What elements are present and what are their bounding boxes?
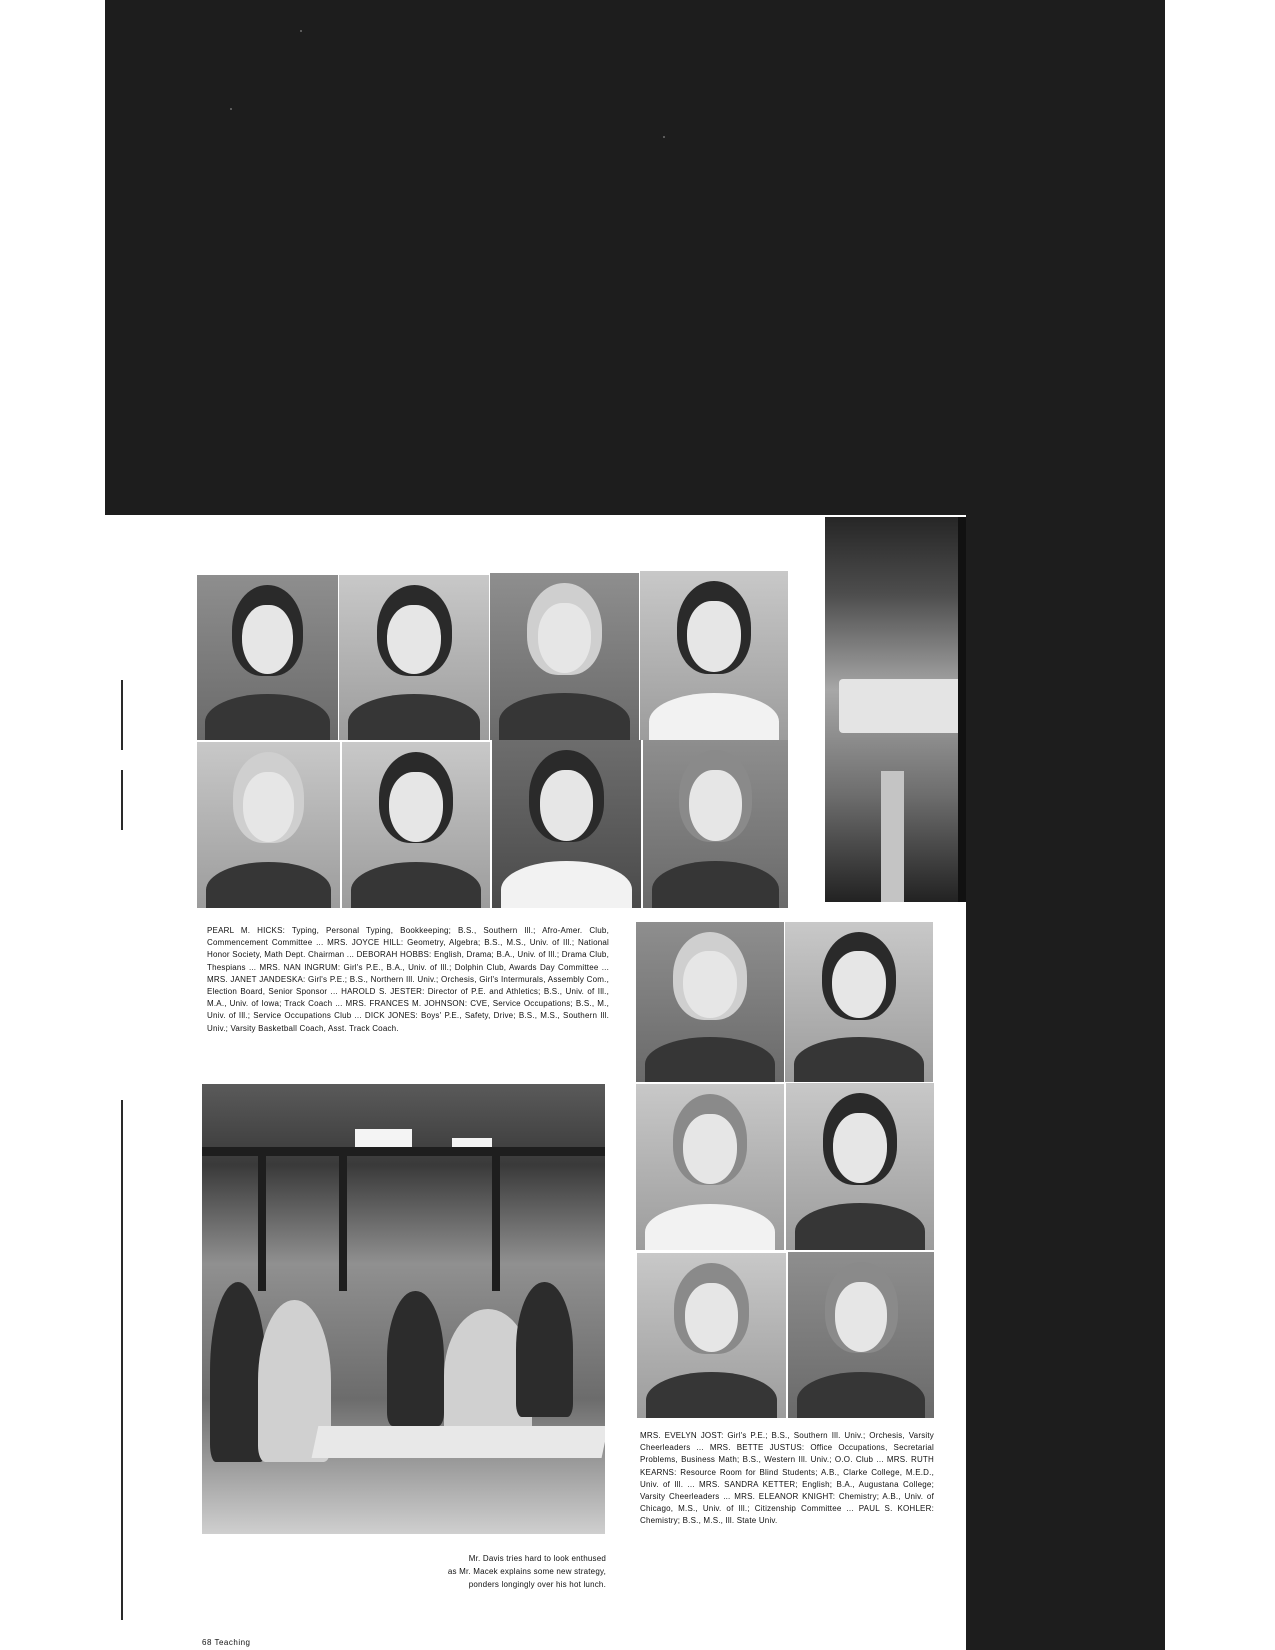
scan-speck xyxy=(300,30,302,32)
portrait-hobbs xyxy=(490,573,639,740)
faculty-caption-bottom: MRS. EVELYN JOST: Girl's P.E.; B.S., Southern Ill. Univ.; Orchesis, Varsity Cheerleaders ... MRS. BETTE JUSTUS: Office Occupations, Secretarial Problems, Business Math; B.S., Western Ill. Univ.; O.O. Club ... MRS. RUTH KEARNS: Resource Room for Blind Students; A.B., Clarke College, M.E.D., Univ. of Ill. ... MRS. SANDRA KETTER; English; B.A., Augustana College; Varsity Cheerleaders ... MRS. ELEANOR KNIGHT: Chemistry; A.B., Univ. of Chicago, M.S., Univ. of Ill.; Citizenship Committee ... PAUL S. KOHLER: Chemistry; B.S., M.S., Ill. State Univ. xyxy=(640,1431,934,1526)
portrait-ingrum xyxy=(640,571,788,740)
caption-line-3: ponders longingly over his hot lunch. xyxy=(468,1580,606,1589)
margin-line xyxy=(121,1100,123,1620)
portrait-jost xyxy=(636,922,784,1082)
portrait-ketter xyxy=(786,1083,934,1250)
portrait-kearns xyxy=(636,1084,784,1250)
portrait-knight xyxy=(637,1253,786,1418)
cafeteria-side-photo xyxy=(825,517,966,902)
caption-line-2: as Mr. Macek explains some new strategy, xyxy=(447,1567,606,1576)
scan-speck xyxy=(663,136,665,138)
scan-speck xyxy=(230,108,232,110)
portrait-hicks xyxy=(197,575,338,740)
portrait-kohler xyxy=(788,1252,934,1418)
margin-line xyxy=(121,770,123,830)
portrait-hill xyxy=(339,575,489,740)
cafeteria-photo xyxy=(202,1084,605,1534)
portrait-jandeska xyxy=(197,742,340,908)
portrait-jester xyxy=(342,742,490,908)
caption-line-1: Mr. Davis tries hard to look enthused xyxy=(468,1554,606,1563)
portrait-jones xyxy=(643,740,788,908)
page-folio: 68 Teaching xyxy=(202,1638,251,1647)
portrait-johnson xyxy=(492,740,641,908)
faculty-caption-top: PEARL M. HICKS: Typing, Personal Typing, Bookkeeping; B.S., Southern Ill.; Afro-Amer. Club, Commencement Committee ... MRS. JOYCE HILL: Geometry, Algebra; B.S., M.S., Univ. of Ill.; National Honor Society, Math Dept. Chairman ... DEBORAH HOBBS: English, Drama; B.A., Univ. of Ill.; Drama Club, Thespians ... MRS. NAN INGRUM: Girl's P.E., B.A., Univ. of Ill.; Dolphin Club, Awards Day Committee ... MRS. JANET JANDESKA: Girl's P.E.; B.S., Northern Ill. Univ.; Orchesis, Girl's Intermurals, Assembly Com., Election Board, Senior Sponsor ... HAROLD S. JESTER: Director of P.E. and Athletics; B.S., Univ. of Ill., M.A., Univ. of Iowa; Track Coach ... MRS. FRANCES M. JOHNSON: CVE, Service Occupations; B.S., M., Univ. of Ill.; Service Occupations Club ... DICK JONES: Boys' P.E., Safety, Drive; B.S., M.S., Southern Ill. Univ.; Varsity Basketball Coach, Asst. Track Coach. xyxy=(207,926,609,1033)
scan-dark-background-right xyxy=(966,515,1165,1650)
margin-line xyxy=(121,680,123,750)
cafeteria-photo-caption xyxy=(360,1552,606,1591)
portrait-justus xyxy=(785,922,933,1082)
scan-dark-background-top xyxy=(105,0,1165,515)
